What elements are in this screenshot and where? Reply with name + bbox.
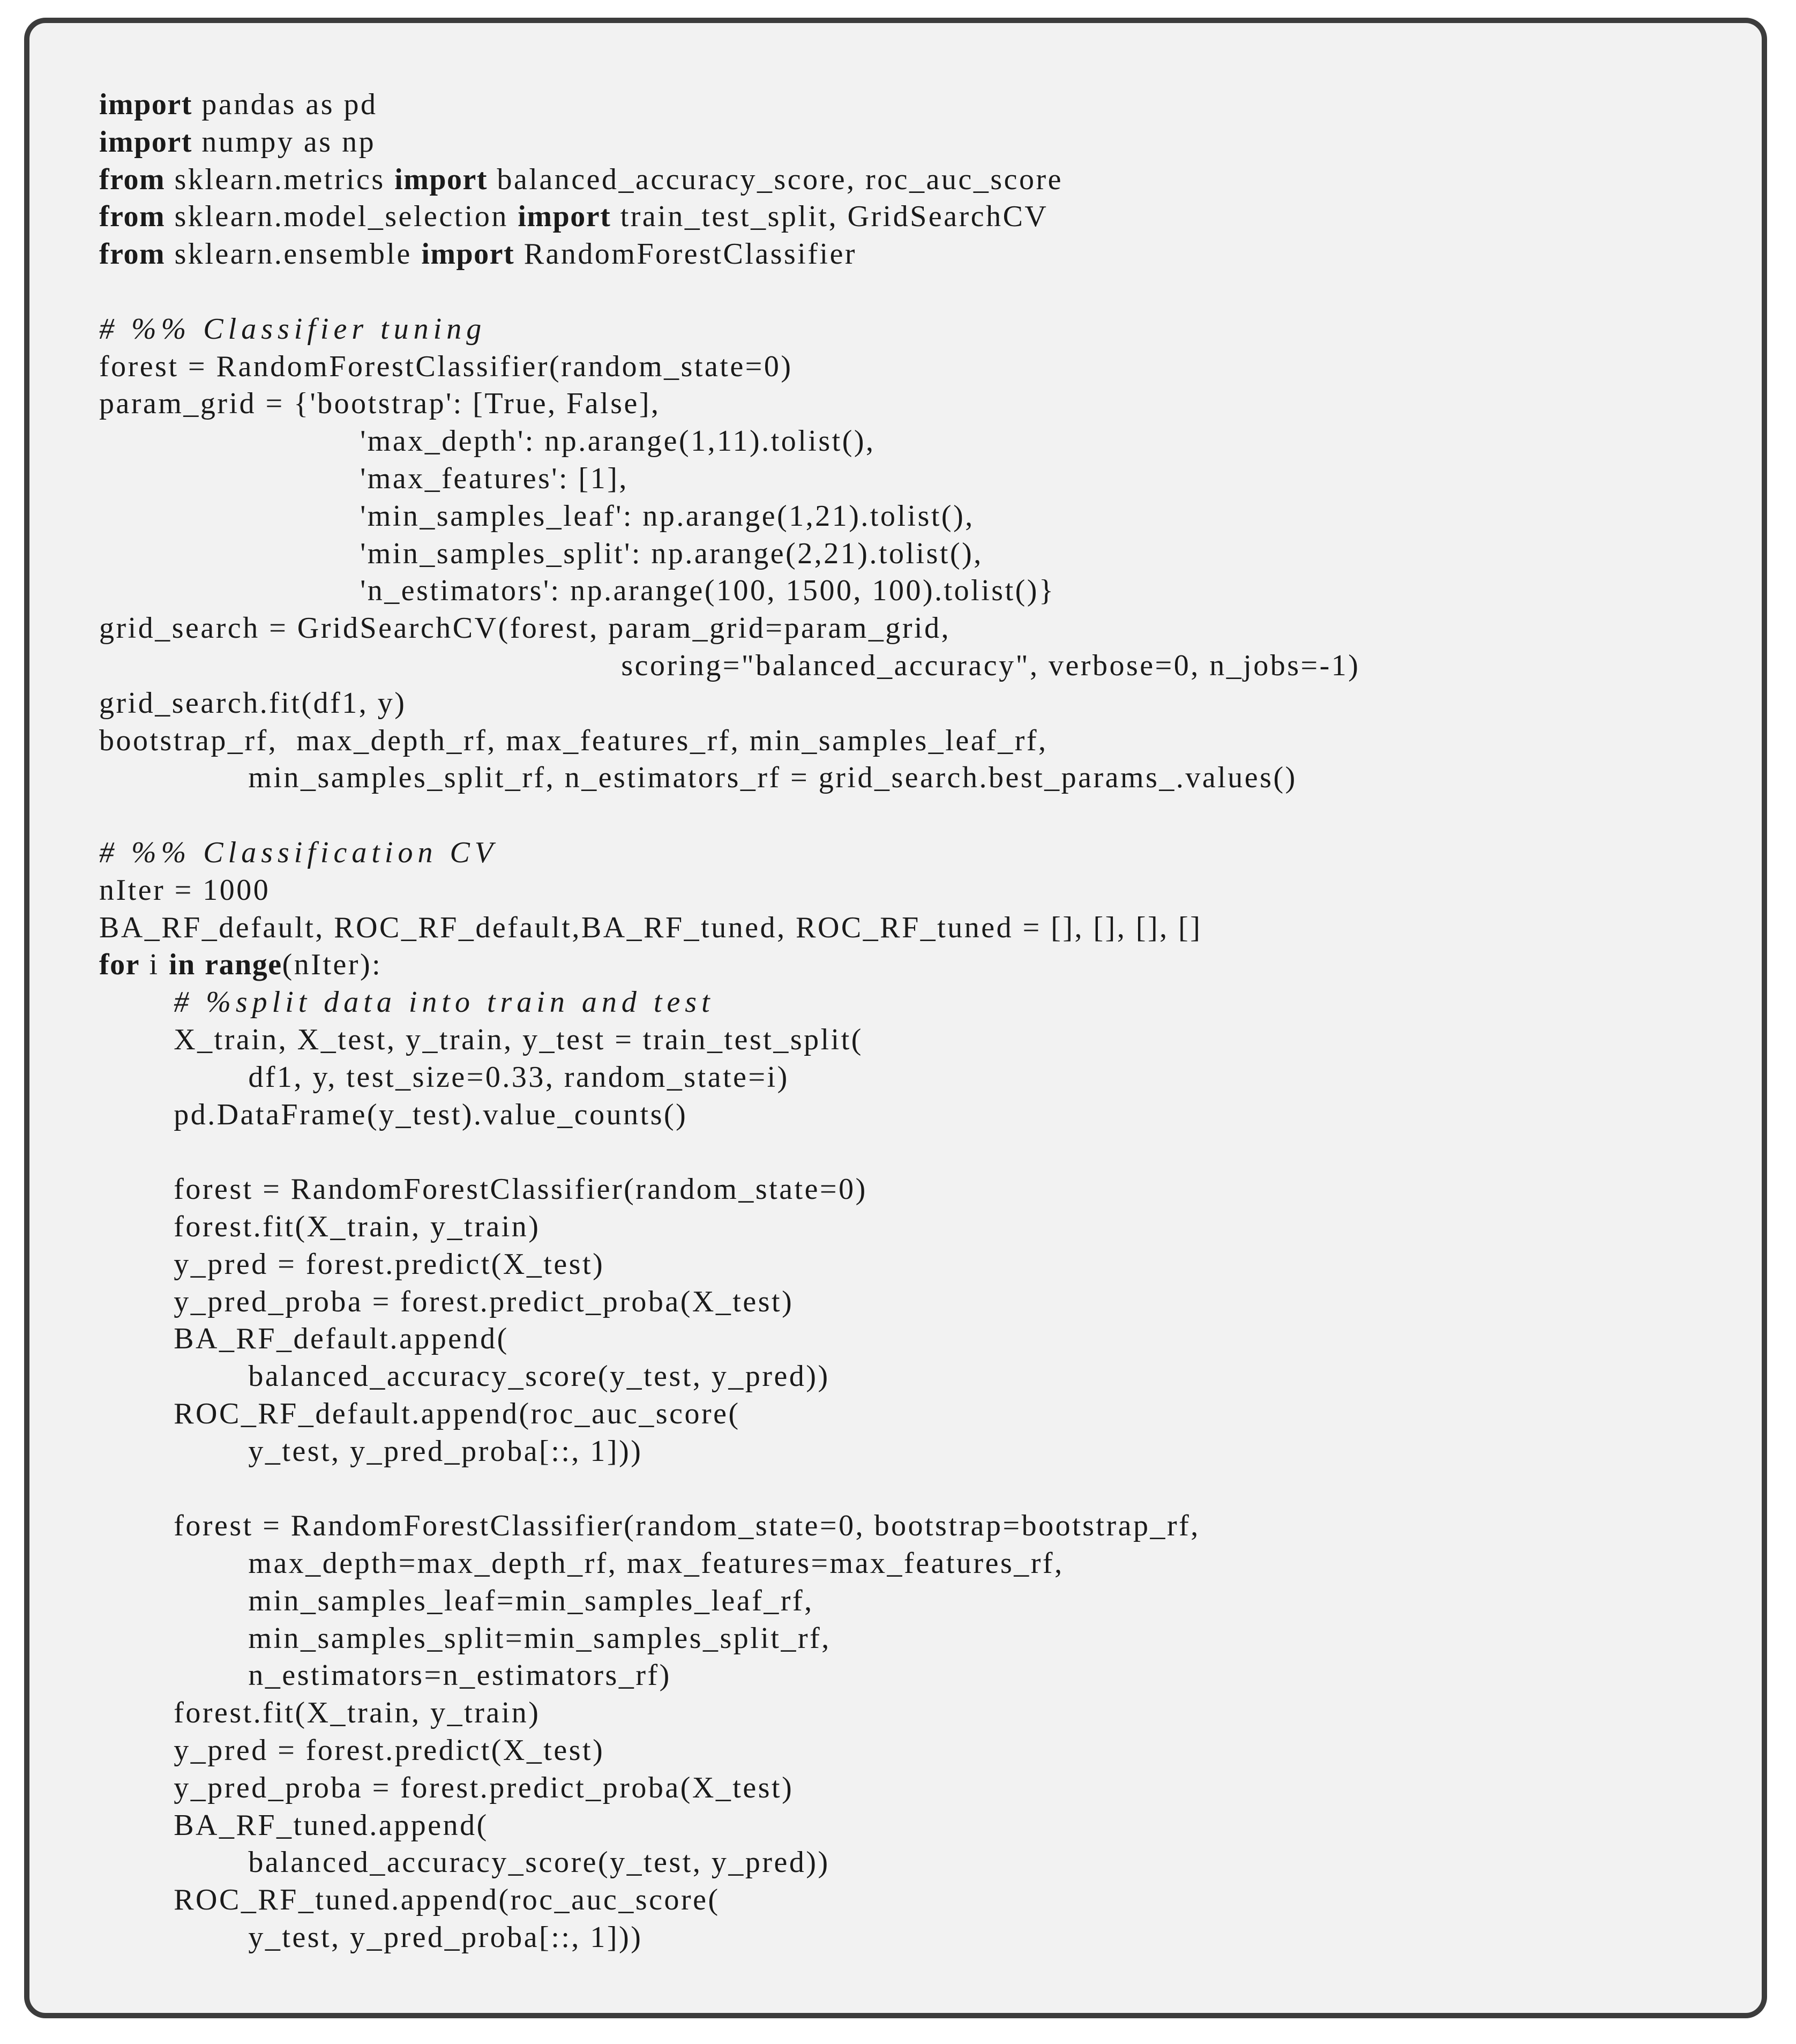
- code-line: [99, 1171, 1360, 1209]
- code-line: [99, 610, 1360, 647]
- code-text: y_pred = forest.predict(X_test): [174, 1247, 605, 1281]
- code-text: forest.fit(X_train, y_train): [174, 1210, 541, 1243]
- code-line: [99, 1433, 1360, 1471]
- code-line: [99, 1396, 1360, 1433]
- code-keyword: from: [99, 237, 166, 271]
- code-line: [99, 311, 1360, 348]
- blank-line: [99, 1470, 1360, 1508]
- code-line: [99, 759, 1360, 797]
- code-text: min_samples_split_rf, n_estimators_rf = grid_search.best_params_.values(): [248, 761, 1297, 795]
- code-line: [99, 161, 1360, 199]
- code-text: y_test, y_pred_proba[::, 1])): [248, 1434, 643, 1468]
- code-line: [99, 572, 1360, 610]
- code-line: [99, 86, 1360, 124]
- code-text: y_pred = forest.predict(X_test): [174, 1734, 605, 1767]
- code-text: y_pred_proba = forest.predict_proba(X_test): [174, 1771, 794, 1804]
- code-text: grid_search = GridSearchCV(forest, param_grid=param_grid,: [99, 611, 951, 645]
- code-line: [99, 1844, 1360, 1882]
- code-text: ROC_RF_default.append(roc_auc_score(: [174, 1397, 740, 1430]
- code-text: balanced_accuracy_score(y_test, y_pred)): [248, 1846, 830, 1879]
- code-line: [99, 984, 1360, 1021]
- code-line: [99, 535, 1360, 573]
- code-text: BA_RF_tuned.append(: [174, 1808, 489, 1842]
- code-text: y_pred_proba = forest.predict_proba(X_test): [174, 1285, 794, 1318]
- code-line: [99, 1583, 1360, 1620]
- code-line: [99, 872, 1360, 909]
- code-line: [99, 1284, 1360, 1321]
- code-line: [99, 385, 1360, 423]
- code-text: scoring="balanced_accuracy", verbose=0, n_jobs=-1): [621, 648, 1360, 682]
- code-text: forest.fit(X_train, y_train): [174, 1696, 541, 1730]
- code-line: [99, 423, 1360, 460]
- code-text: y_test, y_pred_proba[::, 1])): [248, 1921, 643, 1955]
- code-line: [99, 348, 1360, 386]
- code-text: n_estimators=n_estimators_rf): [248, 1659, 671, 1692]
- code-text: df1, y, test_size=0.33, random_state=i): [248, 1060, 789, 1094]
- blank-line: [99, 797, 1360, 834]
- code-line: [99, 1919, 1360, 1957]
- code-keyword: import: [99, 125, 192, 159]
- code-listing-box: [24, 18, 1767, 2018]
- code-comment: # %% Classification CV: [99, 835, 498, 869]
- code-keyword: import: [421, 237, 515, 271]
- code-text: grid_search.fit(df1, y): [99, 686, 407, 720]
- code-line: [99, 460, 1360, 498]
- code-keyword: from: [99, 200, 166, 234]
- code-line: [99, 647, 1360, 685]
- code-line: [99, 1096, 1360, 1134]
- code-line: [99, 1358, 1360, 1396]
- code-text: param_grid = {'bootstrap': [True, False],: [99, 387, 661, 421]
- code-text: forest = RandomForestClassifier(random_state=0): [99, 349, 793, 383]
- code-comment: # %split data into train and test: [174, 986, 715, 1019]
- code-line: [99, 1620, 1360, 1658]
- code-text: max_depth=max_depth_rf, max_features=max_features_rf,: [248, 1547, 1064, 1580]
- code-line: [99, 1807, 1360, 1845]
- code-text: (nIter):: [282, 948, 383, 982]
- code-text: numpy as np: [192, 125, 376, 159]
- code-text: 'max_depth': np.arange(1,11).tolist(),: [360, 424, 875, 458]
- code-text: forest = RandomForestClassifier(random_state=0, bootstrap=bootstrap_rf,: [174, 1509, 1200, 1543]
- code-text: BA_RF_default.append(: [174, 1322, 509, 1356]
- code-text: sklearn.ensemble: [165, 237, 422, 271]
- code-line: [99, 946, 1360, 984]
- code-text: 'n_estimators': np.arange(100, 1500, 100).tolist()}: [360, 574, 1056, 608]
- code-line: [99, 1246, 1360, 1284]
- code-line: [99, 722, 1360, 760]
- code-line: [99, 1209, 1360, 1246]
- blank-line: [99, 1133, 1360, 1171]
- code-text: forest = RandomForestClassifier(random_state=0): [174, 1173, 867, 1206]
- code-line: [99, 1770, 1360, 1807]
- code-listing: [99, 86, 1360, 1957]
- code-text: ROC_RF_tuned.append(roc_auc_score(: [174, 1883, 720, 1917]
- code-line: [99, 1732, 1360, 1770]
- code-line: [99, 1021, 1360, 1059]
- code-text: i: [140, 948, 169, 982]
- code-text: X_train, X_test, y_train, y_test = train_test_split(: [174, 1023, 863, 1056]
- code-line: [99, 834, 1360, 872]
- code-text: 'min_samples_split': np.arange(2,21).tolist(),: [360, 536, 983, 570]
- code-text: [196, 948, 205, 981]
- code-text: min_samples_split=min_samples_split_rf,: [248, 1621, 831, 1655]
- code-line: [99, 1695, 1360, 1732]
- code-text: 'min_samples_leaf': np.arange(1,21).tolist(),: [360, 499, 975, 533]
- code-line: [99, 1508, 1360, 1545]
- code-line: [99, 685, 1360, 722]
- code-text: balanced_accuracy_score, roc_auc_score: [488, 162, 1063, 196]
- code-text: pandas as pd: [192, 88, 378, 121]
- code-line: [99, 498, 1360, 535]
- code-line: [99, 124, 1360, 161]
- code-text: sklearn.model_selection: [165, 200, 518, 234]
- code-line: [99, 198, 1360, 236]
- blank-line: [99, 273, 1360, 311]
- code-text: RandomForestClassifier: [514, 237, 857, 271]
- code-text: min_samples_leaf=min_samples_leaf_rf,: [248, 1584, 814, 1617]
- code-line: [99, 236, 1360, 273]
- code-keyword: for: [99, 948, 140, 982]
- code-keyword: from: [99, 162, 166, 196]
- code-keyword: range: [205, 948, 282, 982]
- code-keyword: import: [518, 200, 611, 234]
- code-line: [99, 1059, 1360, 1096]
- code-text: balanced_accuracy_score(y_test, y_pred)): [248, 1360, 830, 1393]
- code-line: [99, 1321, 1360, 1358]
- code-text: 'max_features': [1],: [360, 461, 628, 495]
- code-line: [99, 909, 1360, 947]
- code-text: BA_RF_default, ROC_RF_default,BA_RF_tuned, ROC_RF_tuned = [], [], [], []: [99, 911, 1202, 944]
- code-text: train_test_split, GridSearchCV: [611, 200, 1049, 234]
- code-line: [99, 1882, 1360, 1919]
- code-line: [99, 1657, 1360, 1695]
- code-comment: # %% Classifier tuning: [99, 312, 487, 346]
- code-keyword: import: [99, 88, 192, 121]
- code-line: [99, 1545, 1360, 1583]
- code-keyword: in: [169, 948, 196, 982]
- code-text: nIter = 1000: [99, 873, 271, 907]
- code-text: sklearn.metrics: [165, 162, 395, 196]
- code-text: bootstrap_rf, max_depth_rf, max_features_rf, min_samples_leaf_rf,: [99, 723, 1048, 757]
- code-keyword: import: [394, 162, 488, 196]
- code-text: pd.DataFrame(y_test).value_counts(): [174, 1098, 688, 1131]
